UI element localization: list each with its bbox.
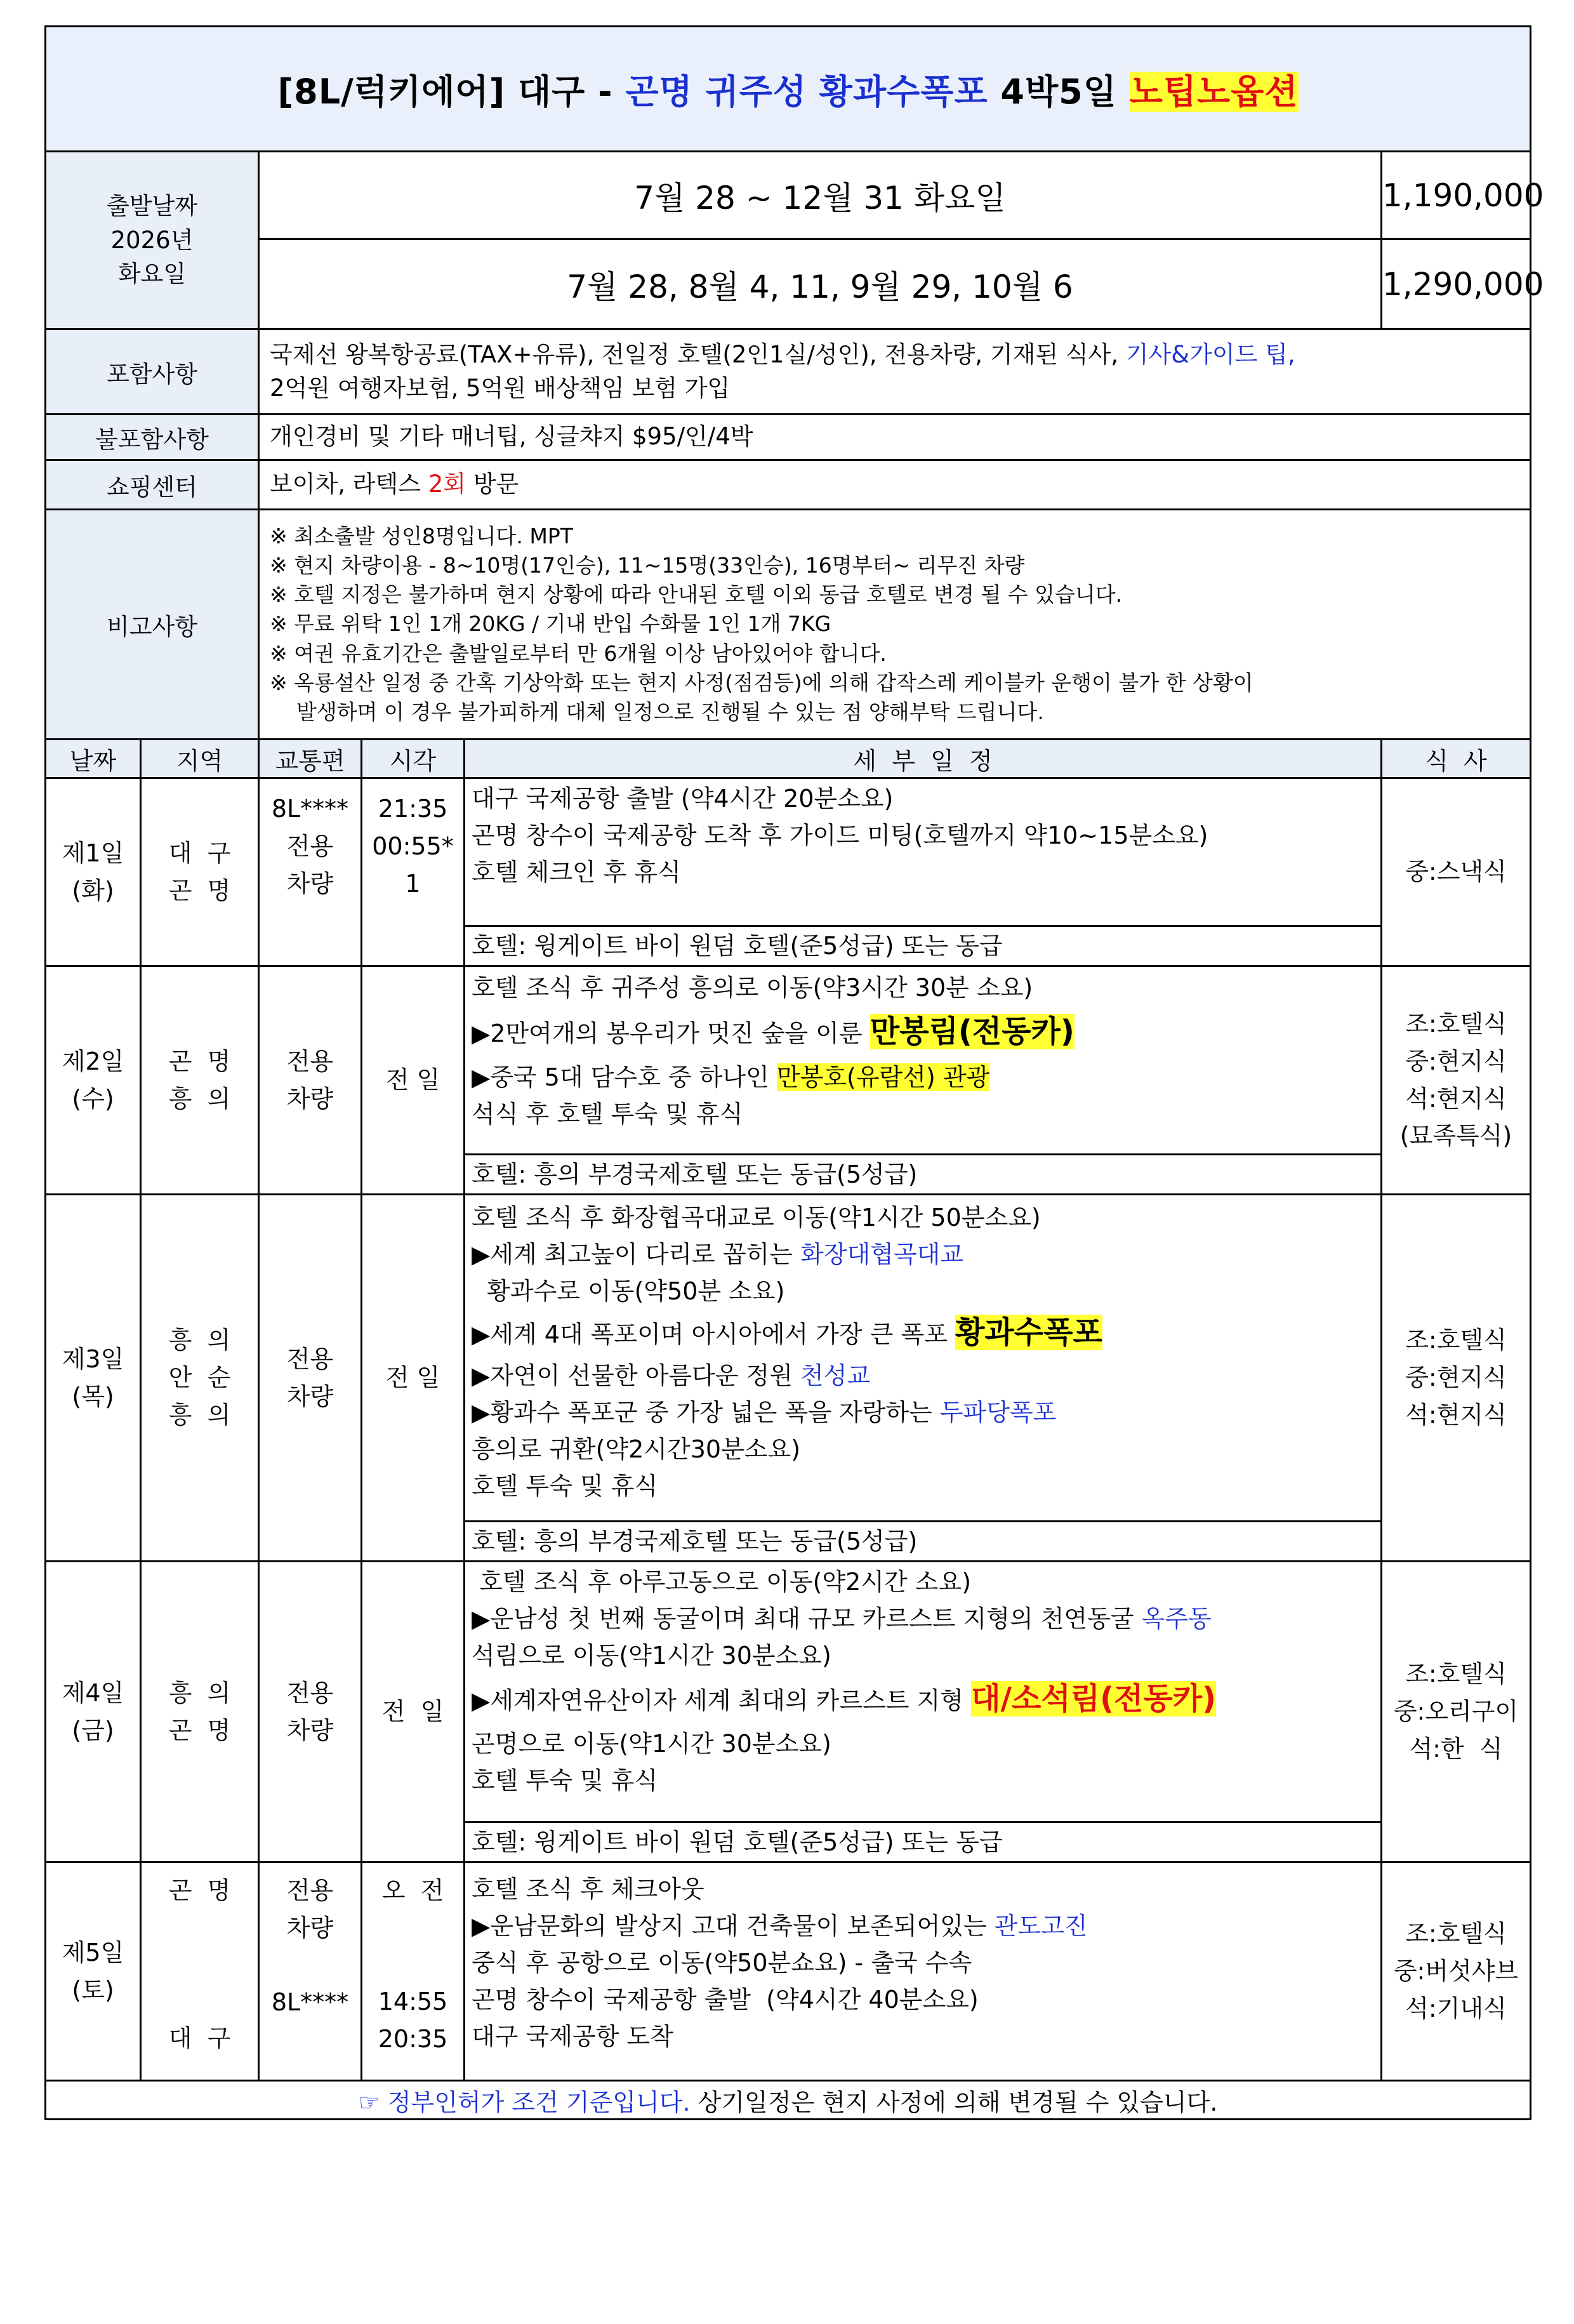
- footer-disclaimer: 상기일정은 현지 사정에 의해 변경될 수 있습니다.: [690, 2088, 1218, 2116]
- day2-region2: 흥 의: [168, 1084, 231, 1113]
- day2-region: [141, 966, 259, 1195]
- day3-region: [141, 1195, 259, 1562]
- remarks-label: 비고사항: [46, 510, 259, 740]
- day2-label: [46, 966, 141, 1195]
- schedule-line: [465, 1908, 1380, 1944]
- spot-desc: ▶2만여개의 봉우리가 멋진 숲을 이룬: [472, 1019, 870, 1047]
- schedule-line: 중식 후 공항으로 이동(약50분쇼요) - 출국 수속: [472, 1949, 972, 1977]
- schedule-line: [465, 1674, 1380, 1725]
- spot-name: 천성교: [800, 1362, 871, 1390]
- departure-label-line2: 2026년: [110, 226, 194, 254]
- day2-meal: [1382, 966, 1531, 1195]
- day5-schedule: [465, 1863, 1382, 2081]
- day5-weekday: (토): [72, 1975, 114, 2004]
- shopping-text: [259, 460, 1531, 510]
- day5-region: [141, 1863, 259, 2081]
- remarks-text: [259, 510, 1531, 740]
- spot-highlight: 황과수폭포: [955, 1315, 1102, 1350]
- includes-line2: 2억원 여행자보험, 5억원 배상책임 보험 가입: [270, 374, 731, 402]
- day1-region: [141, 778, 259, 966]
- day-row-5: [46, 1863, 1531, 2081]
- day2-weekday: (수): [72, 1084, 114, 1113]
- header-transport: 교통편: [259, 740, 362, 778]
- day2-number: 제2일: [62, 1047, 124, 1075]
- schedule-line: 석식 후 호텔 투숙 및 휴식: [472, 1100, 743, 1128]
- shopping-count: 2회: [428, 470, 466, 498]
- day3-weekday: (목): [72, 1382, 114, 1411]
- meal-breakfast: 조:호텔식: [1405, 1009, 1507, 1038]
- spot-desc: ▶세계자연유산이자 세계 최대의 카르스트 지형: [472, 1687, 972, 1715]
- day3-label: [46, 1195, 141, 1562]
- day1-number: 제1일: [62, 839, 124, 867]
- day5-transport: [259, 1863, 362, 2081]
- excludes-text: 개인경비 및 기타 매너팁, 싱글챠지 $95/인/4박: [259, 415, 1531, 460]
- day3-trans2: 차량: [286, 1382, 334, 1411]
- schedule-line: 호텔 투숙 및 휴식: [472, 1767, 658, 1795]
- departure-label-line3: 화요일: [117, 260, 187, 288]
- day3-number: 제3일: [62, 1345, 124, 1373]
- day3-transport: [259, 1195, 362, 1562]
- spot-desc: ▶세계 최고높이 다리로 꼽히는: [472, 1240, 801, 1268]
- day4-region2: 곤 명: [168, 1716, 231, 1744]
- day2-trans2: 차량: [286, 1084, 334, 1113]
- day1-meal: 중:스낵식: [1382, 778, 1531, 966]
- title-prefix: [8L/럭키에어] 대구 -: [277, 71, 626, 112]
- day1-trans3: 차량: [286, 869, 334, 898]
- day5-flight: 8L****: [271, 1988, 349, 2016]
- schedule-line: 호텔 조식 후 체크아웃: [472, 1875, 704, 1903]
- remark-line: ※ 현지 차량이용 - 8~10명(17인승), 11~15명(33인승), 16명부터~ 리무진 차량: [270, 553, 1025, 578]
- meal-note: (묘족특식): [1399, 1122, 1512, 1150]
- day3-trans1: 전용: [286, 1345, 334, 1373]
- day1-time2: 00:55*: [372, 832, 454, 860]
- day1-trans2: 전용: [286, 832, 334, 860]
- day4-meal: [1382, 1562, 1531, 1863]
- day4-region1: 흥 의: [168, 1678, 231, 1707]
- remark-line: ※ 호텔 지정은 불가하며 현지 상황에 따라 안내된 호텔 이외 동급 호텔로 변경 될 수 있습니다.: [270, 582, 1123, 608]
- day5-meal: [1382, 1863, 1531, 2081]
- day1-hotel: 호텔: 윙게이트 바이 원덤 호텔(준5성급) 또는 동급: [465, 925, 1380, 965]
- day5-time2: 14:55: [378, 1987, 448, 2015]
- day2-hotel: 호텔: 흥의 부경국제호텔 또는 동급(5성급): [465, 1153, 1380, 1193]
- day1-schedule: [465, 778, 1382, 966]
- departure-price-2: 1,290,000: [1382, 239, 1531, 329]
- schedule-line: [465, 1236, 1380, 1273]
- includes-label: 포함사항: [46, 329, 259, 415]
- schedule-line: [465, 1357, 1380, 1394]
- schedule-line: 곤명으로 이동(약1시간 30분소요): [472, 1730, 831, 1758]
- remark-line: ※ 옥룡설산 일정 중 간혹 기상악화 또는 현지 사정(점검등)에 의해 갑작스레 케이블카 운행이 불가 한 상황이: [270, 670, 1253, 695]
- day3-time: 전 일: [362, 1195, 465, 1562]
- day2-transport: [259, 966, 362, 1195]
- schedule-line: 곤명 창수이 국제공항 도착 후 가이드 미팅(호텔까지 약10~15분소요): [472, 821, 1208, 849]
- day4-time: 전 일: [362, 1562, 465, 1863]
- footer-approval: 정부인허가 조건 기준입니다.: [380, 2088, 691, 2116]
- day3-region1: 흥 의: [168, 1326, 231, 1355]
- day3-region2: 안 순: [168, 1364, 231, 1392]
- spot-desc: ▶자연이 선물한 아름다운 정원: [472, 1362, 801, 1390]
- schedule-line: 석림으로 이동(약1시간 30분소요): [472, 1642, 831, 1670]
- day1-time1: 21:35: [378, 795, 448, 823]
- meal-breakfast: 조:호텔식: [1405, 1660, 1507, 1689]
- day1-flight: 8L****: [271, 795, 349, 823]
- day-row-2: [46, 966, 1531, 1195]
- day5-number: 제5일: [62, 1938, 124, 1967]
- title-badge: 노팁노옵션: [1129, 71, 1299, 112]
- schedule-line: [465, 1310, 1380, 1357]
- day5-trans2: 차량: [286, 1913, 334, 1942]
- spot-highlight: 만봉림(전동카): [870, 1014, 1075, 1049]
- meal-dinner: 석:기내식: [1405, 1994, 1507, 2022]
- page-title: [46, 27, 1531, 152]
- shopping-visit: 방문: [466, 470, 519, 498]
- meal-breakfast: 조:호텔식: [1405, 1326, 1507, 1355]
- schedule-line: 호텔 조식 후 아루고동으로 이동(약2시간 소요): [472, 1568, 972, 1596]
- spot-desc: ▶운남문화의 발상지 고대 건축물이 보존되어있는: [472, 1912, 995, 1940]
- day-row-4: [46, 1562, 1531, 1863]
- spot-name: 두파당폭포: [939, 1398, 1057, 1426]
- day5-region1: 곤 명: [168, 1876, 231, 1904]
- day1-region1: 대 구: [168, 839, 231, 867]
- header-schedule: 세 부 일 정: [465, 740, 1382, 778]
- schedule-line: [465, 1059, 1380, 1096]
- spot-desc: ▶운남성 첫 번째 동굴이며 최대 규모 카르스트 지형의 천연동굴: [472, 1605, 1142, 1633]
- day3-schedule: [465, 1195, 1382, 1562]
- header-region: 지역: [141, 740, 259, 778]
- day5-time1: 오 전: [381, 1876, 444, 1904]
- meal-lunch: 중:현지식: [1405, 1364, 1507, 1392]
- day4-transport: [259, 1562, 362, 1863]
- shopping-items: 보이차, 라텍스: [270, 470, 428, 498]
- remark-line: ※ 여권 유효기간은 출발일로부터 만 6개월 이상 남아있어야 합니다.: [270, 641, 887, 666]
- day4-schedule: [465, 1562, 1382, 1863]
- departure-dates-2: 7월 28, 8월 4, 11, 9월 29, 10월 6: [259, 239, 1382, 329]
- spot-name: 관도고진: [994, 1912, 1088, 1940]
- spot-name: 화장대협곡대교: [800, 1240, 964, 1268]
- day3-hotel: 호텔: 흥의 부경국제호텔 또는 동급(5성급): [465, 1520, 1380, 1560]
- meal-lunch: 중:현지식: [1405, 1047, 1507, 1075]
- header-meal: 식 사: [1382, 740, 1531, 778]
- day2-region1: 곤 명: [168, 1047, 231, 1075]
- shopping-label: 쇼핑센터: [46, 460, 259, 510]
- day1-label: [46, 778, 141, 966]
- meal-dinner: 석:현지식: [1405, 1084, 1507, 1113]
- remark-line: 발생하며 이 경우 불가피하게 대체 일정으로 진행될 수 있는 점 양해부탁 드립니다.: [270, 699, 1044, 724]
- header-time: 시각: [362, 740, 465, 778]
- day1-time3: 1: [405, 869, 421, 898]
- meal-dinner: 석:현지식: [1405, 1400, 1507, 1429]
- schedule-line: 호텔 투숙 및 휴식: [472, 1472, 658, 1500]
- day5-time3: 20:35: [378, 2024, 448, 2053]
- day2-trans1: 전용: [286, 1047, 334, 1075]
- spot-highlight: 만봉호(유람선) 관광: [776, 1063, 990, 1091]
- day1-time: [362, 778, 465, 966]
- day4-hotel: 호텔: 윙게이트 바이 원덤 호텔(준5성급) 또는 동급: [465, 1821, 1380, 1861]
- day1-weekday: (화): [72, 876, 114, 905]
- title-destination: 곤명 귀주성 황과수폭포: [625, 71, 988, 112]
- spot-desc: ▶중국 5대 담수호 중 하나인: [472, 1063, 777, 1091]
- schedule-line: 곤명 창수이 국제공항 출발 (약4시간 40분소요): [472, 1986, 979, 2014]
- day1-region2: 곤 명: [168, 876, 231, 905]
- remark-line: ※ 최소출발 성인8명입니다. MPT: [270, 523, 573, 548]
- day1-transport: [259, 778, 362, 966]
- day4-number: 제4일: [62, 1678, 124, 1707]
- departure-label: [46, 152, 259, 329]
- remark-line: ※ 무료 위탁 1인 1개 20KG / 기내 반입 수화물 1인 1개 7KG: [270, 611, 831, 637]
- meal-lunch: 중:버섯샤브: [1393, 1957, 1519, 1986]
- footer-note: [46, 2081, 1531, 2120]
- schedule-line: 대구 국제공항 도착: [472, 2022, 673, 2050]
- day2-time: 전 일: [362, 966, 465, 1195]
- day5-trans1: 전용: [286, 1876, 334, 1904]
- day5-time: [362, 1863, 465, 2081]
- day4-trans1: 전용: [286, 1678, 334, 1707]
- title-duration: 4박5일: [988, 71, 1130, 112]
- day3-region3: 흥 의: [168, 1400, 231, 1429]
- meal-dinner: 석:한 식: [1409, 1734, 1503, 1763]
- departure-label-line1: 출발날짜: [107, 192, 197, 220]
- includes-text: [259, 329, 1531, 415]
- day5-label: [46, 1863, 141, 2081]
- schedule-line: 흥의로 귀환(약2시간30분소요): [472, 1435, 801, 1463]
- schedule-line: 호텔 조식 후 화장협곡대교로 이동(약1시간 50분소요): [472, 1204, 1041, 1232]
- day5-region2: 대 구: [168, 2024, 231, 2052]
- spot-name: 옥주동: [1141, 1605, 1212, 1633]
- excludes-label: 불포함사항: [46, 415, 259, 460]
- header-day: 날짜: [46, 740, 141, 778]
- meal-lunch: 중:오리구이: [1393, 1697, 1519, 1726]
- spot-desc: ▶세계 4대 폭포이며 아시아에서 가장 큰 폭포: [472, 1320, 955, 1348]
- includes-tip: 기사&가이드 팁,: [1125, 340, 1295, 368]
- departure-price-1: 1,190,000: [1382, 152, 1531, 239]
- schedule-line: 황과수로 이동(약50분 소요): [472, 1277, 785, 1305]
- spot-highlight: 대/소석림(전동카): [971, 1681, 1217, 1716]
- schedule-line: 호텔 체크인 후 휴식: [472, 858, 681, 886]
- schedule-line: 대구 국제공항 출발 (약4시간 20분소요): [472, 785, 894, 813]
- day3-meal: [1382, 1195, 1531, 1562]
- day4-region: [141, 1562, 259, 1863]
- day4-label: [46, 1562, 141, 1863]
- spot-desc: ▶황과수 폭포군 중 가장 넓은 폭을 자랑하는: [472, 1398, 940, 1426]
- departure-dates-1: 7월 28 ~ 12월 31 화요일: [259, 152, 1382, 239]
- day4-trans2: 차량: [286, 1716, 334, 1744]
- schedule-line: [465, 1006, 1380, 1059]
- schedule-line: [465, 1394, 1380, 1431]
- includes-line1: 국제선 왕복항공료(TAX+유류), 전일정 호텔(2인1실/성인), 전용차량, 기재된 식사,: [270, 340, 1126, 368]
- itinerary-table: [44, 25, 1544, 2120]
- schedule-line: [465, 1600, 1380, 1637]
- pointing-hand-icon: ☞: [358, 2088, 380, 2116]
- itinerary-sheet: [44, 25, 1544, 2120]
- day-row-1: [46, 778, 1531, 966]
- day4-weekday: (금): [72, 1716, 114, 1744]
- meal-breakfast: 조:호텔식: [1405, 1920, 1507, 1948]
- day2-schedule: [465, 966, 1382, 1195]
- day-row-3: [46, 1195, 1531, 1562]
- schedule-line: 호텔 조식 후 귀주성 흥의로 이동(약3시간 30분 소요): [472, 974, 1033, 1002]
